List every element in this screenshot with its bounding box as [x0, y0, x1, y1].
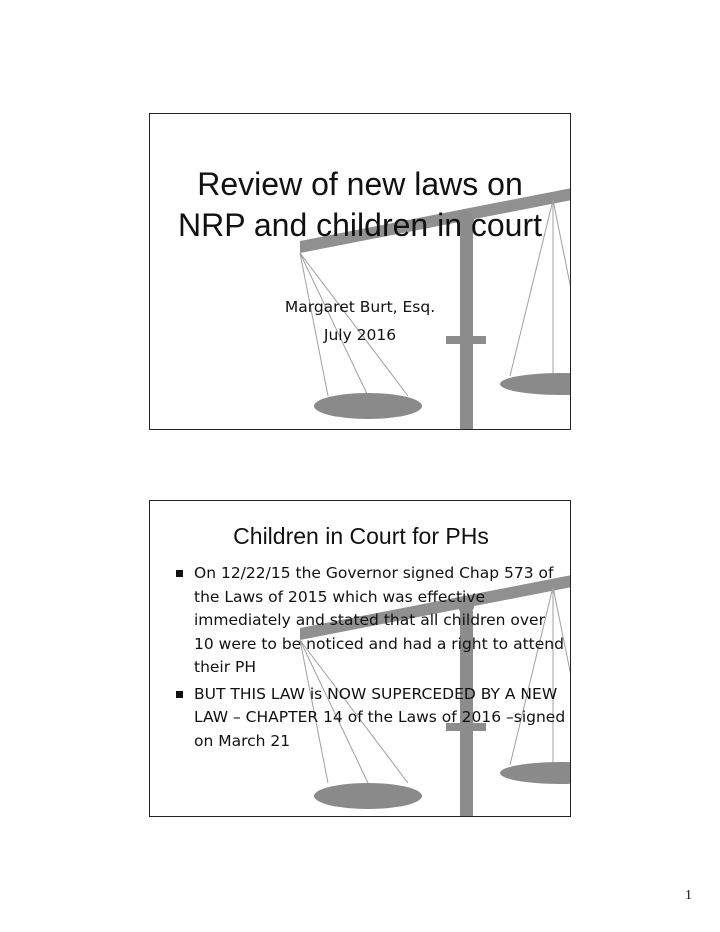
presentation-date: July 2016: [323, 326, 397, 344]
slide-title: Review of new laws on NRP and children in court: [177, 166, 543, 243]
presenter-name: Margaret Burt, Esq.: [284, 298, 436, 316]
list-item: [172, 683, 567, 754]
slide-2: [149, 500, 571, 817]
slide-title: Children in Court for PHs: [233, 523, 489, 549]
bullet-text: On 12/22/15 the Governor signed Chap 573 of the Laws of 2015 which was effective immediately and stated that all children over 10 were to be noticed and had a right to attend their PH: [194, 564, 564, 676]
square-bullet-icon: [176, 691, 183, 698]
square-bullet-icon: [176, 570, 183, 577]
bullet-text: BUT THIS LAW is NOW SUPERCEDED BY A NEW LAW – CHAPTER 14 of the Laws of 2016 –signed on March 21: [194, 684, 566, 750]
slide-1: [149, 113, 571, 430]
bullet-list: [172, 562, 567, 756]
list-item: [172, 562, 567, 680]
page-number: 1: [685, 888, 692, 903]
scales-of-justice-icon: [150, 114, 571, 430]
